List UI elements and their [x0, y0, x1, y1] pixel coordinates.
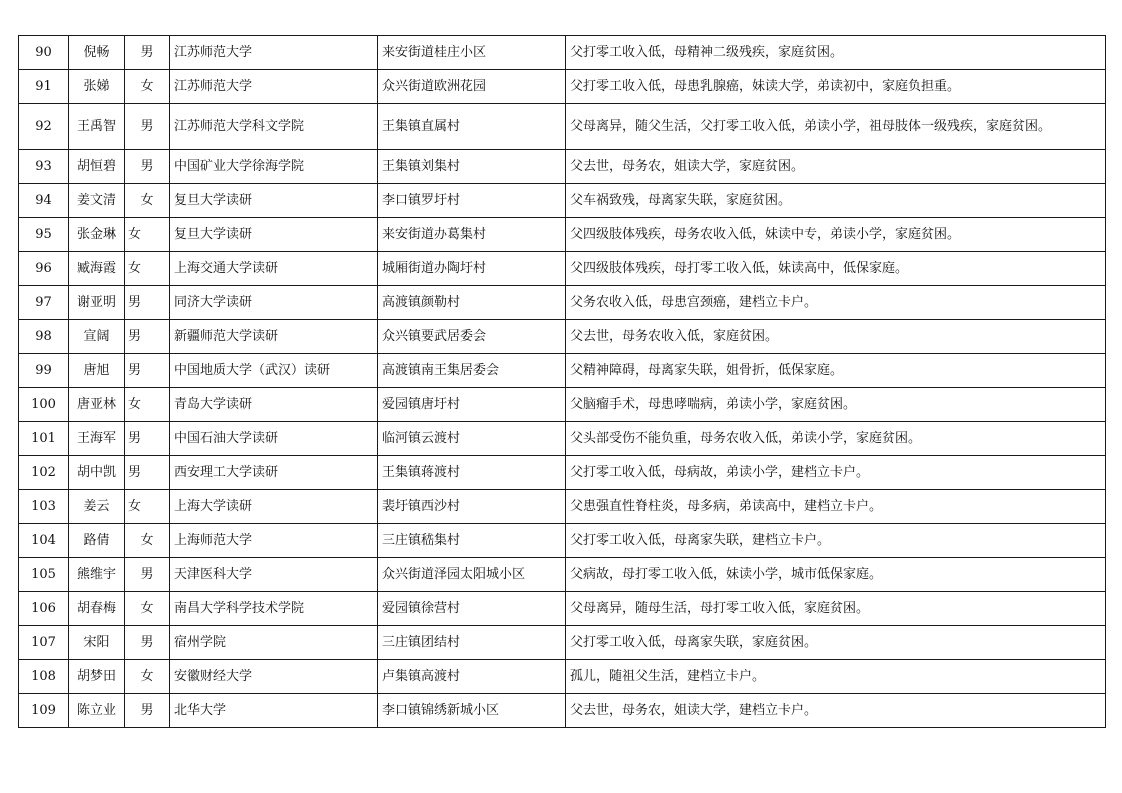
- home-address: 来安街道桂庄小区: [378, 36, 566, 70]
- home-address: 裴圩镇西沙村: [378, 490, 566, 524]
- student-gender: 女: [125, 70, 170, 104]
- row-number: 108: [19, 660, 69, 694]
- student-gender: 男: [125, 104, 170, 150]
- hardship-description: 父车祸致残，母离家失联，家庭贫困。: [566, 184, 1106, 218]
- school-name: 上海交通大学读研: [170, 252, 378, 286]
- student-gender: 女: [125, 524, 170, 558]
- table-row: [19, 320, 1106, 354]
- hardship-description: 父打零工收入低，母精神二级残疾，家庭贫困。: [566, 36, 1106, 70]
- table-row: [19, 660, 1106, 694]
- school-name: 中国矿业大学徐海学院: [170, 150, 378, 184]
- hardship-description: 父患强直性脊柱炎，母多病，弟读高中，建档立卡户。: [566, 490, 1106, 524]
- hardship-description: 父母离异，随母生活，母打零工收入低，家庭贫困。: [566, 592, 1106, 626]
- hardship-description: 父去世，母务农收入低，家庭贫困。: [566, 320, 1106, 354]
- school-name: 天津医科大学: [170, 558, 378, 592]
- school-name: 南昌大学科学技术学院: [170, 592, 378, 626]
- home-address: 爱园镇徐营村: [378, 592, 566, 626]
- row-number: 97: [19, 286, 69, 320]
- row-number: 98: [19, 320, 69, 354]
- student-name: 胡春梅: [69, 592, 125, 626]
- table-row: [19, 592, 1106, 626]
- student-gender: 男: [125, 694, 170, 728]
- hardship-description: 父去世，母务农，姐读大学，家庭贫困。: [566, 150, 1106, 184]
- school-name: 复旦大学读研: [170, 218, 378, 252]
- student-gender: 男: [125, 422, 170, 456]
- row-number: 96: [19, 252, 69, 286]
- school-name: 中国地质大学（武汉）读研: [170, 354, 378, 388]
- row-number: 109: [19, 694, 69, 728]
- school-name: 江苏师范大学: [170, 70, 378, 104]
- home-address: 高渡镇颜勒村: [378, 286, 566, 320]
- student-gender: 男: [125, 558, 170, 592]
- school-name: 江苏师范大学科文学院: [170, 104, 378, 150]
- table-row: [19, 694, 1106, 728]
- table-row: [19, 490, 1106, 524]
- row-number: 95: [19, 218, 69, 252]
- hardship-description: 父母离异，随父生活，父打零工收入低，弟读小学，祖母肢体一级残疾，家庭贫困。: [566, 104, 1106, 150]
- student-name: 姜文清: [69, 184, 125, 218]
- student-name: 宣阔: [69, 320, 125, 354]
- school-name: 江苏师范大学: [170, 36, 378, 70]
- table-row: [19, 626, 1106, 660]
- row-number: 94: [19, 184, 69, 218]
- student-name: 熊维宇: [69, 558, 125, 592]
- student-gender: 男: [125, 626, 170, 660]
- student-name: 张金琳: [69, 218, 125, 252]
- home-address: 临河镇云渡村: [378, 422, 566, 456]
- student-gender: 男: [125, 456, 170, 490]
- hardship-description: 父脑瘤手术，母患哮喘病，弟读小学，家庭贫困。: [566, 388, 1106, 422]
- home-address: 三庄镇团结村: [378, 626, 566, 660]
- home-address: 卢集镇高渡村: [378, 660, 566, 694]
- home-address: 众兴街道泽园太阳城小区: [378, 558, 566, 592]
- student-name: 宋阳: [69, 626, 125, 660]
- hardship-description: 父打零工收入低，母患乳腺癌，妹读大学，弟读初中，家庭负担重。: [566, 70, 1106, 104]
- table-row: [19, 354, 1106, 388]
- student-aid-table: [18, 35, 1106, 728]
- student-gender: 女: [125, 252, 170, 286]
- table-row: [19, 286, 1106, 320]
- home-address: 李口镇锦绣新城小区: [378, 694, 566, 728]
- row-number: 104: [19, 524, 69, 558]
- student-gender: 女: [125, 388, 170, 422]
- student-name: 唐亚林: [69, 388, 125, 422]
- home-address: 来安街道办葛集村: [378, 218, 566, 252]
- hardship-description: 父务农收入低，母患宫颈癌，建档立卡户。: [566, 286, 1106, 320]
- hardship-description: 父病故，母打零工收入低，妹读小学，城市低保家庭。: [566, 558, 1106, 592]
- school-name: 上海师范大学: [170, 524, 378, 558]
- hardship-description: 孤儿，随祖父生活，建档立卡户。: [566, 660, 1106, 694]
- hardship-description: 父头部受伤不能负重，母务农收入低，弟读小学，家庭贫困。: [566, 422, 1106, 456]
- table-body: [19, 36, 1106, 728]
- table-row: [19, 558, 1106, 592]
- table-row: [19, 184, 1106, 218]
- school-name: 复旦大学读研: [170, 184, 378, 218]
- student-name: 倪畅: [69, 36, 125, 70]
- home-address: 众兴镇要武居委会: [378, 320, 566, 354]
- student-name: 王禹智: [69, 104, 125, 150]
- table-row: [19, 70, 1106, 104]
- student-name: 王海军: [69, 422, 125, 456]
- table-row: [19, 422, 1106, 456]
- table-row: [19, 252, 1106, 286]
- student-gender: 女: [125, 184, 170, 218]
- hardship-description: 父精神障碍，母离家失联，姐骨折，低保家庭。: [566, 354, 1106, 388]
- student-gender: 男: [125, 320, 170, 354]
- home-address: 高渡镇南王集居委会: [378, 354, 566, 388]
- hardship-description: 父去世，母务农，姐读大学，建档立卡户。: [566, 694, 1106, 728]
- row-number: 105: [19, 558, 69, 592]
- student-name: 臧海霞: [69, 252, 125, 286]
- student-name: 胡恒碧: [69, 150, 125, 184]
- table-row: [19, 104, 1106, 150]
- table-row: [19, 524, 1106, 558]
- home-address: 众兴街道欧洲花园: [378, 70, 566, 104]
- home-address: 王集镇直属村: [378, 104, 566, 150]
- student-name: 姜云: [69, 490, 125, 524]
- student-gender: 女: [125, 660, 170, 694]
- school-name: 同济大学读研: [170, 286, 378, 320]
- student-gender: 男: [125, 286, 170, 320]
- student-name: 唐旭: [69, 354, 125, 388]
- home-address: 爱园镇唐圩村: [378, 388, 566, 422]
- hardship-description: 父打零工收入低，母离家失联，建档立卡户。: [566, 524, 1106, 558]
- row-number: 106: [19, 592, 69, 626]
- student-name: 陈立业: [69, 694, 125, 728]
- school-name: 中国石油大学读研: [170, 422, 378, 456]
- student-name: 谢亚明: [69, 286, 125, 320]
- school-name: 北华大学: [170, 694, 378, 728]
- row-number: 102: [19, 456, 69, 490]
- row-number: 90: [19, 36, 69, 70]
- row-number: 107: [19, 626, 69, 660]
- hardship-description: 父打零工收入低，母病故，弟读小学，建档立卡户。: [566, 456, 1106, 490]
- table-row: [19, 456, 1106, 490]
- home-address: 三庄镇嵇集村: [378, 524, 566, 558]
- student-gender: 女: [125, 592, 170, 626]
- student-name: 胡中凯: [69, 456, 125, 490]
- home-address: 城厢街道办陶圩村: [378, 252, 566, 286]
- home-address: 王集镇蒋渡村: [378, 456, 566, 490]
- row-number: 101: [19, 422, 69, 456]
- school-name: 西安理工大学读研: [170, 456, 378, 490]
- student-gender: 男: [125, 150, 170, 184]
- hardship-description: 父打零工收入低，母离家失联，家庭贫困。: [566, 626, 1106, 660]
- hardship-description: 父四级肢体残疾，母务农收入低，妹读中专，弟读小学，家庭贫困。: [566, 218, 1106, 252]
- row-number: 103: [19, 490, 69, 524]
- student-name: 路倩: [69, 524, 125, 558]
- row-number: 99: [19, 354, 69, 388]
- table-row: [19, 150, 1106, 184]
- student-name: 胡梦田: [69, 660, 125, 694]
- row-number: 91: [19, 70, 69, 104]
- student-gender: 男: [125, 354, 170, 388]
- student-name: 张娣: [69, 70, 125, 104]
- table-row: [19, 388, 1106, 422]
- row-number: 92: [19, 104, 69, 150]
- student-gender: 女: [125, 218, 170, 252]
- row-number: 100: [19, 388, 69, 422]
- school-name: 新疆师范大学读研: [170, 320, 378, 354]
- row-number: 93: [19, 150, 69, 184]
- hardship-description: 父四级肢体残疾，母打零工收入低，妹读高中，低保家庭。: [566, 252, 1106, 286]
- student-gender: 女: [125, 490, 170, 524]
- table-row: [19, 36, 1106, 70]
- home-address: 王集镇刘集村: [378, 150, 566, 184]
- school-name: 宿州学院: [170, 626, 378, 660]
- student-gender: 男: [125, 36, 170, 70]
- home-address: 李口镇罗圩村: [378, 184, 566, 218]
- table-row: [19, 218, 1106, 252]
- school-name: 青岛大学读研: [170, 388, 378, 422]
- school-name: 上海大学读研: [170, 490, 378, 524]
- school-name: 安徽财经大学: [170, 660, 378, 694]
